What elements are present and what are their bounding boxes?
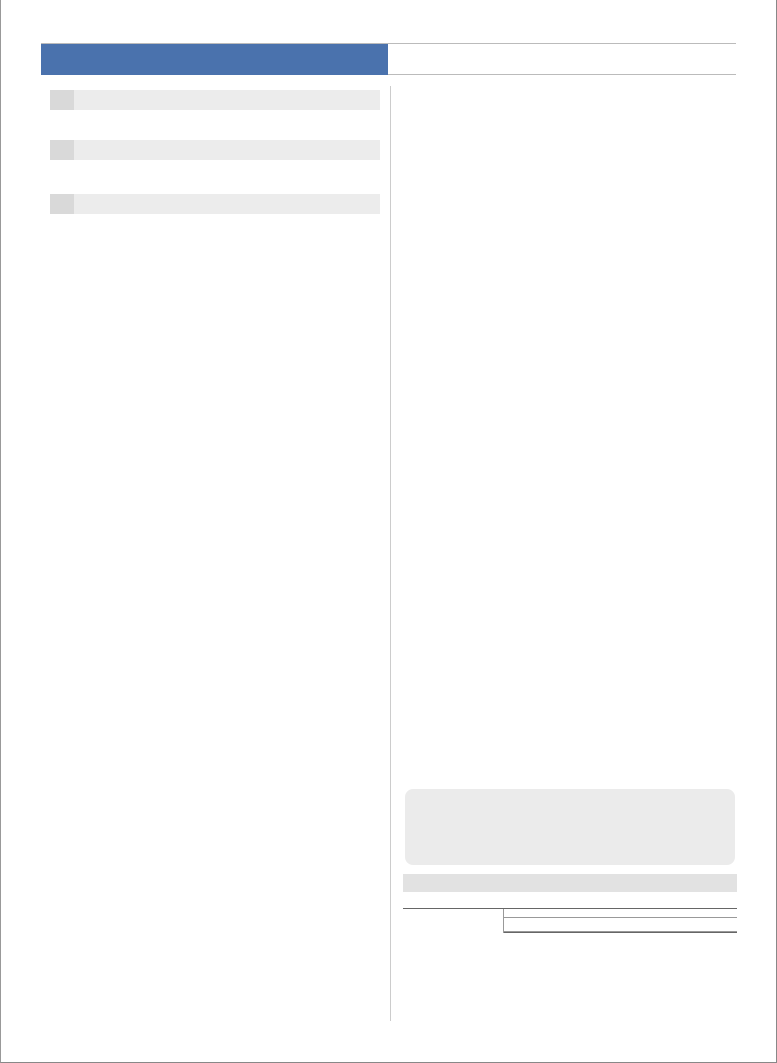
table-header: [403, 892, 737, 909]
tagline: [388, 44, 736, 75]
section-title: [50, 140, 74, 160]
guide-header: [504, 917, 737, 932]
church-news-column: [400, 88, 740, 89]
section-title: [50, 90, 74, 110]
prayer-header: [403, 892, 503, 908]
worship-order-column: [50, 90, 380, 233]
offering-and-guide: [503, 909, 737, 933]
event-schedule-box: [405, 789, 735, 865]
next-week-servers-table: [403, 874, 737, 933]
section-bar-sunday-night: [50, 140, 380, 160]
prayer-list: [403, 909, 503, 933]
section-bar-sunday-day: [50, 90, 380, 110]
section-bar-wednesday: [50, 194, 380, 214]
offering-header: [503, 892, 737, 908]
next-week-title: [403, 874, 737, 892]
offering-list: [504, 909, 737, 917]
guide-value: [504, 932, 737, 933]
section-title: [50, 194, 74, 214]
header-band: [41, 43, 736, 75]
table-body: [403, 909, 737, 933]
column-divider: [390, 86, 391, 1021]
motto-banner: [41, 44, 388, 75]
